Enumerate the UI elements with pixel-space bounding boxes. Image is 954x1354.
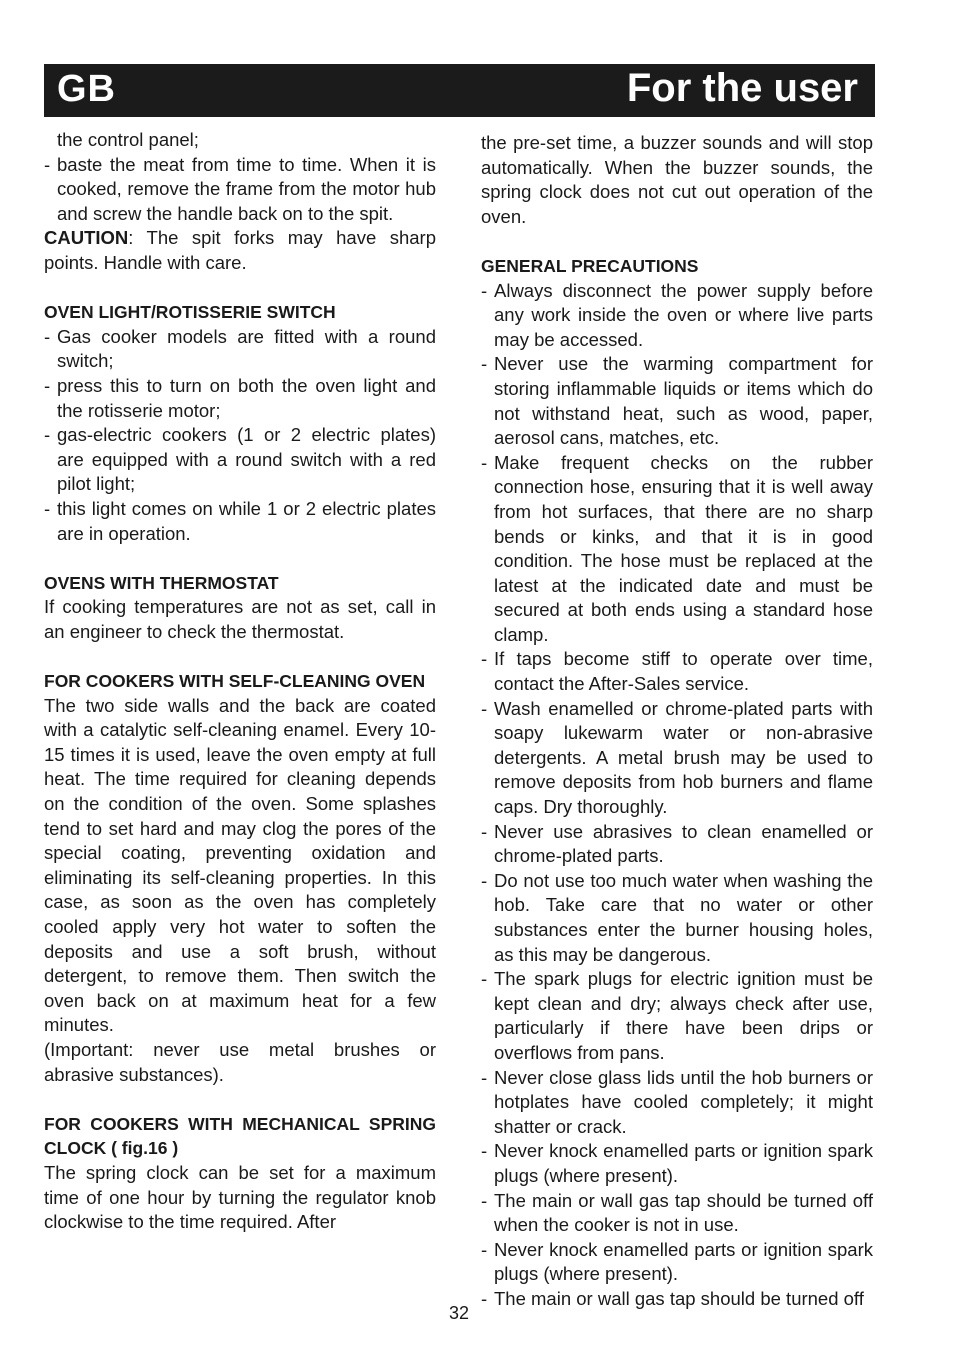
spring-clock-heading: FOR COOKERS WITH MECHANICAL SPRING CLOCK ( fig.16 ) xyxy=(44,1113,436,1159)
caution-text: : The spit forks may have sharp points. Handle with care. xyxy=(44,227,436,273)
oven-light-heading: OVEN LIGHT/ROTISSERIE SWITCH xyxy=(44,302,336,323)
self-cleaning-text: The two side walls and the back are coated with a catalytic self-cleaning enamel. Every 10-15 times it is used, leave the oven empty at full heat. The time required for cleaning depends on the condition of the oven. Some splashes tend to set hard and may clog the pores of the special coating, preventing oxidation and eliminating its self-cleaning properties. In this case, as soon as the oven has completely cooled apply very hot water to soften the deposits and use a soft brush, without detergent, to remove them. Then switch the oven back on at maximum heat for a few minutes. xyxy=(44,694,436,1036)
thermostat-text: If cooking temperatures are not as set, call in an engineer to check the thermostat. xyxy=(44,596,436,642)
right-column xyxy=(481,131,873,1312)
self-cleaning-note: (Important: never use metal brushes or abrasive substances). xyxy=(44,1038,436,1085)
list-item: - Never knock enamelled parts or ignition spark plugs (where present). xyxy=(481,1238,873,1287)
caution-label: CAUTION xyxy=(44,227,129,249)
thermostat-heading: OVENS WITH THERMOSTAT xyxy=(44,572,279,593)
list-item: - The spark plugs for electric ignition must be kept clean and dry; always check after use, particularly if there have been drips or overflows from pans. xyxy=(481,967,873,1065)
continued-text: the pre-set time, a buzzer sounds and will stop automatically. When the buzzer sounds, the spring clock does not cut out operation of the oven. xyxy=(481,132,873,227)
page-number: 32 xyxy=(448,1303,470,1323)
section-title: For the user xyxy=(626,66,858,110)
list-item: - Gas cooker models are fitted with a round switch; xyxy=(44,325,436,374)
list-item: - this light comes on while 1 or 2 electric plates are in operation. xyxy=(44,497,436,546)
list-item: - Always disconnect the power supply before any work inside the oven or where live parts may be accessed. xyxy=(481,279,873,353)
list-item: - baste the meat from time to time. When it is cooked, remove the frame from the motor hub and screw the handle back on to the spit. xyxy=(44,153,436,227)
list-item: - Never knock enamelled parts or ignition spark plugs (where present). xyxy=(481,1139,873,1188)
self-cleaning-heading: FOR COOKERS WITH SELF-CLEANING OVEN xyxy=(44,671,426,692)
list-item: - The main or wall gas tap should be turned off xyxy=(481,1287,873,1312)
page-header xyxy=(44,64,875,117)
continued-text: the control panel; xyxy=(57,129,199,150)
list-item: - If taps become stiff to operate over time, contact the After-Sales service. xyxy=(481,647,873,696)
spring-clock-text: The spring clock can be set for a maximum time of one hour by turning the regulator knob clockwise to the time required. After xyxy=(44,1161,436,1233)
list-item: - press this to turn on both the oven light and the rotisserie motor; xyxy=(44,374,436,423)
list-item: - Never close glass lids until the hob burners or hotplates have cooled completely; it might shatter or crack. xyxy=(481,1066,873,1140)
list-item: - The main or wall gas tap should be turned off when the cooker is not in use. xyxy=(481,1189,873,1238)
language-code: GB xyxy=(57,68,116,110)
list-item: - Wash enamelled or chrome-plated parts with soapy lukewarm water or non-abrasive detergents. A metal brush may be used to remove deposits from hob burners and flame caps. Dry thoroughly. xyxy=(481,697,873,820)
left-column xyxy=(44,128,436,1235)
caution-paragraph xyxy=(44,226,436,275)
list-item: - Never use the warming compartment for storing inflammable liquids or items which do not withstand heat, such as wood, paper, aerosol cans, matches, etc. xyxy=(481,352,873,450)
list-item: - Do not use too much water when washing the hob. Take care that no water or other substances enter the burner housing holes, as this may be dangerous. xyxy=(481,869,873,967)
precautions-heading: GENERAL PRECAUTIONS xyxy=(481,255,699,276)
list-item: - Make frequent checks on the rubber connection hose, ensuring that it is well away from hot surfaces, that there are no sharp bends or kinks, and that it is in good condition. The hose must be replaced at the latest at the indicated date and must be secured at both ends using a standard hose clamp. xyxy=(481,451,873,648)
list-item: - Never use abrasives to clean enamelled or chrome-plated parts. xyxy=(481,820,873,869)
list-item: - gas-electric cookers (1 or 2 electric plates) are equipped with a round switch with a red pilot light; xyxy=(44,423,436,497)
